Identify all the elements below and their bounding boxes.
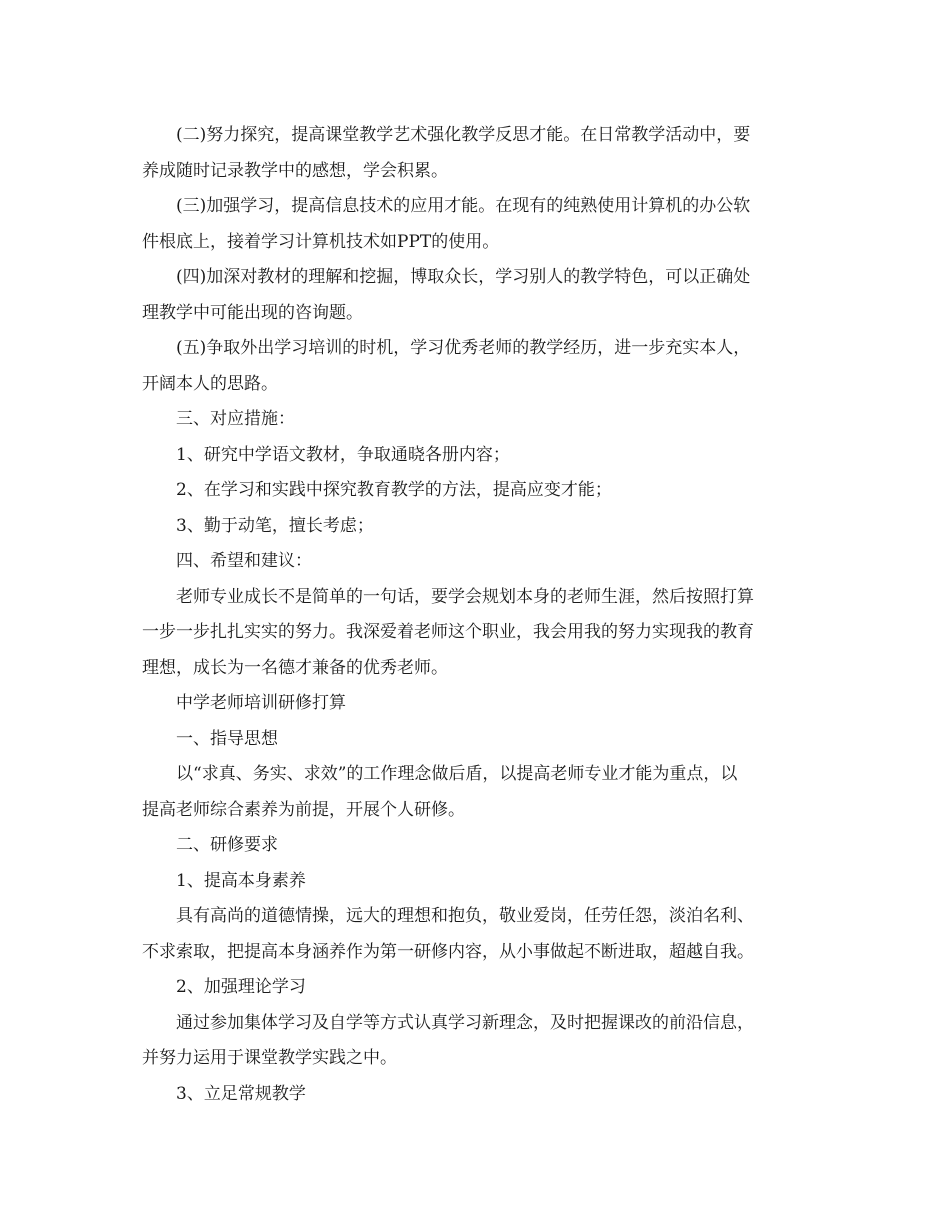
text-line: 具有高尚的道德情操，远大的理想和抱负，敬业爱岗，任劳任怨，淡泊名利、 [176,906,754,926]
list-item: 2、在学习和实践中探究教育教学的方法，提高应变才能； [176,480,612,500]
text-line: 开阔本人的思路。 [142,373,278,394]
list-item: 1、研究中学语文教材，争取通晓各册内容； [176,444,510,465]
text-line: 件根底上，接着学习计算机技术如PPT的使用。 [142,231,500,252]
text-line: (二)努力探究，提高课堂教学艺术强化教学反思才能。在日常教学活动中，要 [176,125,751,145]
text-line: 理教学中可能出现的咨询题。 [142,302,363,323]
text-line: (四)加深对教材的理解和挖掘，博取众长，学习别人的教学特色，可以正确处 [176,267,751,287]
section-heading: 二、研修要求 [176,835,278,855]
document-subtitle: 中学老师培训研修打算 [176,693,346,713]
text-line: 并努力运用于课堂教学实践之中。 [142,1048,397,1068]
text-line: 通过参加集体学习及自学等方式认真学习新理念，及时把握课改的前沿信息， [176,1012,754,1033]
text-line: 养成随时记录教学中的感想，学会积累。 [142,160,448,181]
document-body [142,118,812,1112]
text-line: 不求索取，把提高本身涵养作为第一研修内容，从小事做起不断进取，超越自我。 [142,941,754,962]
section-heading: 四、希望和建议： [176,551,312,571]
text-line: 老师专业成长不是简单的一句话，要学会规划本身的老师生涯，然后按照打算 [176,586,754,607]
section-heading: 一、指导思想 [176,728,278,749]
subsection-heading: 3、立足常规教学 [176,1083,306,1104]
text-line: (三)加强学习，提高信息技术的应用才能。在现有的纯熟使用计算机的办公软 [176,196,751,216]
text-line: 一步一步扎扎实实的努力。我深爱着老师这个职业，我会用我的努力实现我的教育 [142,622,754,642]
subsection-heading: 2、加强理论学习 [176,977,306,997]
text-line: 提高老师综合素养为前提，开展个人研修。 [142,799,465,820]
text-line: 以“求真、务实、求效”的工作理念做后盾，以提高老师专业才能为重点，以 [176,764,738,784]
text-line: 理想，成长为一名德才兼备的优秀老师。 [142,657,448,678]
subsection-heading: 1、提高本身素养 [176,870,306,891]
list-item: 3、勤于动笔，擅长考虑； [176,515,374,536]
text-line: (五)争取外出学习培训的时机，学习优秀老师的教学经历，进一步充实本人， [176,338,751,358]
section-heading: 三、对应措施： [176,409,295,429]
